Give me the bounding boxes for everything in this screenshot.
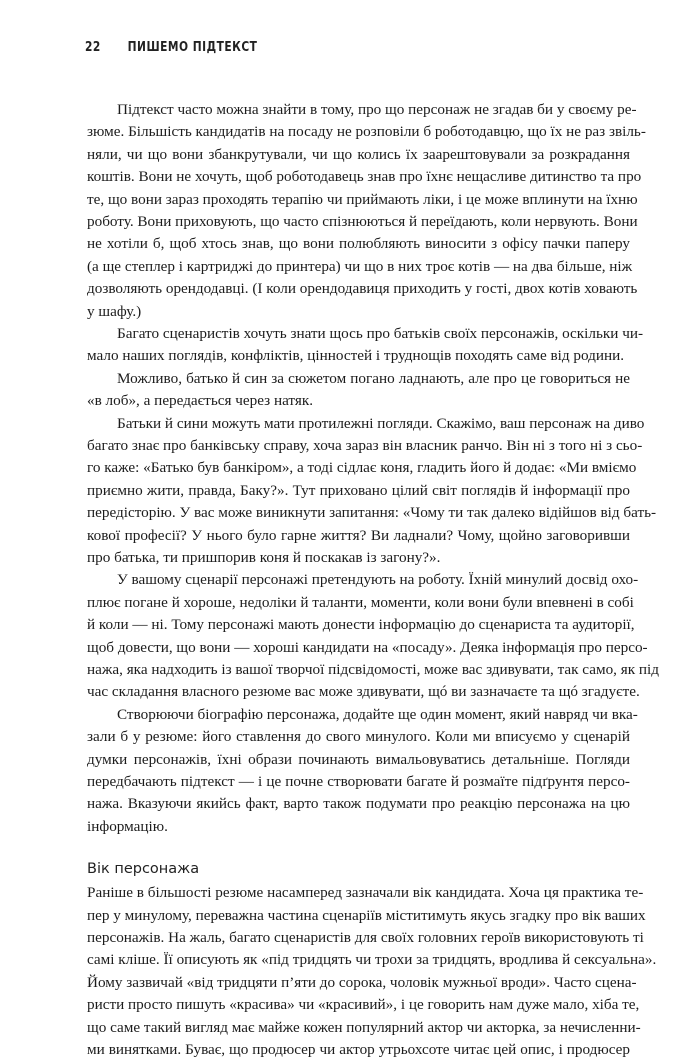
- text-line: самі кліше. Її описують як «під тридцять чи трохи за тридцять, вродлива й сексуальна».: [87, 951, 657, 969]
- text-line: няли, чи що вони збанкрутували, чи що колись їх заарештовували за розкрадання: [87, 145, 630, 163]
- text-line: мало наших поглядів, конфліктів, цінностей і труднощів походять саме від родини.: [87, 347, 625, 365]
- text-line: персонажів. На жаль, багато сценаристів для своїх головних героїв використовують ті: [87, 929, 644, 946]
- text-line: Багато сценаристів хочуть знати щось про батьків своїх персонажів, оскільки чи-: [117, 325, 644, 342]
- text-line: коштів. Вони не хочуть, щоб роботодавець знав про їхнє нещасливе дитинство та про: [87, 168, 642, 186]
- text-line: передісторію. У вас може виникнути запитання: «Чому ти так далеко відійшов від бать-: [87, 504, 657, 522]
- text-line: (а ще степлер і картриджі до принтера) чи що в них троє котів — на два більше, ніж: [87, 257, 633, 275]
- text-line: про батька, ти пришпорив коня й поскакав із загону?».: [87, 549, 441, 566]
- text-line: щоб довести, що вони — хороші кандидати на «посаду». Деяка інформація про персо-: [87, 638, 648, 656]
- running-header: [85, 40, 257, 60]
- running-title: ПИШЕМО ПІДТЕКСТ: [127, 40, 258, 55]
- text-line: Підтекст часто можна знайти в тому, про що персонаж не згадав би у своєму ре-: [117, 101, 637, 118]
- text-line: зали б у резюме: його ставлення до свого минулого. Коли ми вписуємо у сценарій: [87, 728, 630, 746]
- text-line: го каже: «Батько був банкіром», а тоді сідлає коня, гладить його й додає: «Ми вміємо: [87, 459, 637, 477]
- page-number: 22: [85, 40, 101, 55]
- text-line: й коли — ні. Тому персонажі мають донести інформацію до сценариста та аудиторії,: [87, 616, 635, 634]
- text-line: приємно жити, правда, Баку?». Тут приховано цілий світ поглядів й інформації про: [87, 481, 630, 499]
- text-line: кової професії? У нього було гарне життя? Ви ладнали? Чому, щойно заговоривши: [87, 526, 630, 544]
- text-line: інформацію.: [87, 817, 168, 835]
- text-line: «в лоб», а передається через натяк.: [87, 392, 314, 410]
- text-line: у шафу.): [87, 302, 142, 320]
- text-line: Батьки й сини можуть мати протилежні погляди. Скажімо, ваш персонаж на диво: [117, 414, 645, 432]
- text-line: зюме. Більшість кандидатів на посаду не розповіли б роботодавцю, що їх не раз звіль-: [87, 123, 646, 141]
- text-line: передбачають підтекст — і це почне створювати багате й розмаїте підґрунтя персо-: [87, 773, 630, 790]
- text-line: ми винятками. Буває, що продюсер чи актор утрьохсоте читає цей опис, і продюсер: [87, 1041, 630, 1058]
- text-line: час складання власного резюме вас може здивувати, щó ви зазначаєте та щó згадуєте.: [87, 683, 640, 701]
- text-line: У вашому сценарії персонажі претендують на роботу. Їхній минулий досвід охо-: [117, 571, 639, 589]
- text-line: дозволяють орендодавці. (І коли орендодавиця приходить у гості, двох котів ховають: [87, 280, 638, 298]
- text-line: думки персонажів, їхні образи починають вимальовуватись детальніше. Погляди: [87, 750, 630, 768]
- text-line: не хотіли б, щоб хтось знав, що вони полюбляють виносити з офісу пачки паперу: [87, 235, 630, 253]
- text-line: Йому зазвичай «від тридцяти п’яти до сорока, чоловік мужньої вроди». Часто сцена-: [87, 973, 637, 991]
- text-line: Раніше в більшості резюме насамперед зазначали вік кандидата. Хоча ця практика те-: [87, 884, 644, 902]
- section-heading: Вік персонажа: [87, 861, 200, 878]
- text-line: роботу. Вони приховують, що часто спізнюються й переїдають, коли нервують. Вони: [87, 213, 638, 230]
- text-line: Можливо, батько й син за сюжетом погано ладнають, але про це говориться не: [117, 369, 630, 387]
- text-line: плює погане й хороше, недоліки й таланти, моменти, коли вони були впевнені в собі: [87, 593, 634, 611]
- text-line: нажа, яка надходить із вашої творчої підсвідомості, може вас здивувати, так само, як під: [87, 661, 660, 678]
- text-line: нажа. Вказуючи якийсь факт, варто також подумати про реакцію персонажа на цю: [87, 795, 630, 813]
- text-line: Створюючи біографію персонажа, додайте ще один момент, який навряд чи вка-: [117, 705, 638, 723]
- text-line: пер у минулому, переважна частина сценаріїв міститимуть якусь згадку про вік ваших: [87, 906, 646, 924]
- text-line: те, що вони зараз проходять терапію чи приймають ліки, і це може вплинути на їхню: [87, 190, 638, 208]
- text-line: ристи просто пишуть «красива» чи «красивий», і це говорить нам дуже мало, хіба те,: [87, 996, 640, 1014]
- text-line: багато знає про банківську справу, хоча зараз він власник ранчо. Він ні з того ні з сьо-: [87, 437, 643, 454]
- text-line: що саме такий вигляд має майже кожен популярний актор чи акторка, за нечисленни-: [87, 1018, 641, 1036]
